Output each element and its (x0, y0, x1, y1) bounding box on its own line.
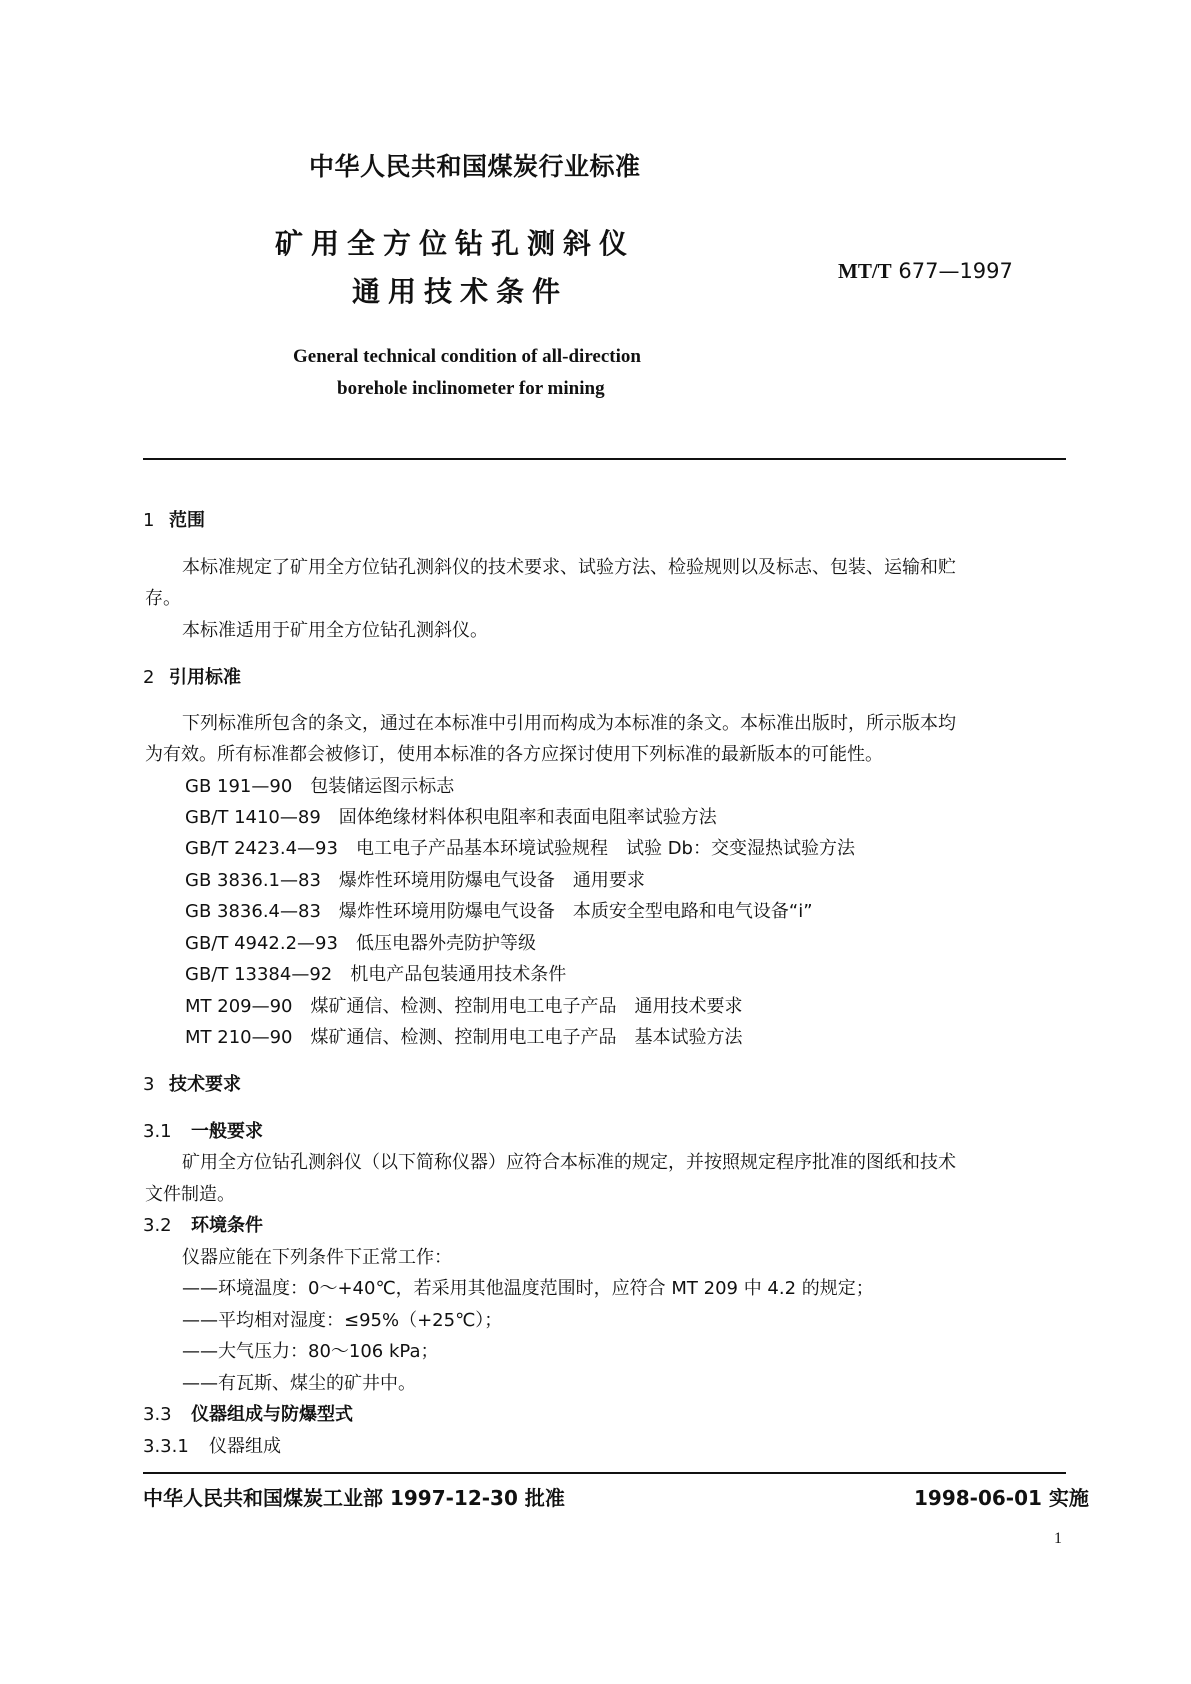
section-1-paragraph-1-line-2: 存。 (145, 588, 181, 609)
approval-statement: 中华人民共和国煤炭工业部 1997-12-30 批准 (143, 1486, 565, 1510)
reference-code: GB/T 4942.2—93 (185, 933, 338, 954)
reference-code: GB 3836.1—83 (185, 870, 321, 891)
section-2-paragraph-line-2: 为有效。所有标准都会被修订，使用本标准的各方应探讨使用下列标准的最新版本的可能性。 (145, 744, 883, 765)
section-2-title: 引用标准 (169, 667, 241, 688)
section-3-title: 技术要求 (169, 1074, 241, 1095)
reference-item (185, 992, 743, 1018)
section-2-number: 2 (143, 667, 155, 688)
section-3-3-1-heading (143, 1432, 281, 1458)
reference-code: GB 3836.4—83 (185, 901, 321, 922)
page-number: 1 (1054, 1530, 1062, 1547)
section-1-paragraph-1-line-1: 本标准规定了矿用全方位钻孔测斜仪的技术要求、试验方法、检验规则以及标志、包装、运输和贮 (182, 557, 956, 578)
section-3-heading (143, 1070, 241, 1096)
reference-item (185, 929, 536, 955)
section-1-number: 1 (143, 510, 155, 531)
reference-title: 煤矿通信、检测、控制用电工电子产品 通用技术要求 (310, 996, 743, 1017)
english-title-line2: borehole inclinometer for mining (337, 378, 605, 399)
reference-item (185, 772, 454, 798)
reference-item (185, 834, 855, 860)
reference-code: GB/T 2423.4—93 (185, 838, 338, 859)
section-3-2-title: 环境条件 (191, 1215, 263, 1236)
condition-item: ——环境温度：0～+40℃，若采用其他温度范围时，应符合 MT 209 中 4.2 的规定； (182, 1278, 874, 1299)
reference-title: 爆炸性环境用防爆电气设备 通用要求 (338, 870, 645, 891)
section-3-3-title: 仪器组成与防爆型式 (191, 1404, 353, 1425)
condition-item: ——有瓦斯、煤尘的矿井中。 (182, 1373, 416, 1394)
reference-title: 低压电器外壳防护等级 (355, 933, 536, 954)
document-title-line2: 通用技术条件 (352, 275, 569, 308)
reference-title: 爆炸性环境用防爆电气设备 本质安全型电路和电气设备“i” (338, 901, 813, 922)
section-2-paragraph-line-1: 下列标准所包含的条文，通过在本标准中引用而构成为本标准的条文。本标准出版时，所示版本均 (182, 713, 956, 734)
reference-item (185, 803, 717, 829)
document-code (838, 259, 1013, 284)
section-3-3-1-title: 仪器组成 (209, 1436, 281, 1457)
section-3-3-number: 3.3 (143, 1404, 172, 1425)
document-title-line1: 矿用全方位钻孔测斜仪 (275, 227, 636, 260)
section-1-paragraph-2: 本标准适用于矿用全方位钻孔测斜仪。 (182, 620, 488, 641)
section-3-2-intro: 仪器应能在下列条件下正常工作： (182, 1247, 452, 1268)
section-3-1-line-2: 文件制造。 (145, 1184, 235, 1205)
reference-item (185, 960, 566, 986)
reference-item (185, 1023, 743, 1049)
condition-item: ——平均相对湿度：≤95%（+25℃）； (182, 1310, 503, 1331)
reference-code: MT 209—90 (185, 996, 293, 1017)
reference-item (185, 897, 813, 923)
section-3-1-title: 一般要求 (191, 1121, 263, 1142)
section-3-2-heading (143, 1211, 263, 1237)
reference-title: 电工电子产品基本环境试验规程 试验 Db：交变湿热试验方法 (355, 838, 855, 859)
section-3-2-number: 3.2 (143, 1215, 172, 1236)
section-3-3-1-number: 3.3.1 (143, 1436, 189, 1457)
reference-title: 机电产品包装通用技术条件 (350, 964, 567, 985)
reference-title: 固体绝缘材料体积电阻率和表面电阻率试验方法 (338, 807, 717, 828)
reference-code: GB/T 13384—92 (185, 964, 333, 985)
reference-title: 煤矿通信、检测、控制用电工电子产品 基本试验方法 (310, 1027, 743, 1048)
document-code-number: 677—1997 (898, 259, 1013, 283)
reference-code: GB 191—90 (185, 776, 293, 797)
section-3-number: 3 (143, 1074, 155, 1095)
section-2-heading (143, 663, 241, 689)
footer-divider (143, 1472, 1066, 1474)
document-code-prefix: MT/T (838, 259, 892, 283)
section-3-1-heading (143, 1117, 263, 1143)
header-divider (143, 458, 1066, 460)
section-1-title: 范围 (169, 510, 205, 531)
reference-code: MT 210—90 (185, 1027, 293, 1048)
english-title-line1: General technical condition of all-direction (293, 346, 641, 367)
reference-item (185, 866, 645, 892)
section-3-1-number: 3.1 (143, 1121, 172, 1142)
reference-title: 包装储运图示标志 (310, 776, 455, 797)
condition-item: ——大气压力：80～106 kPa； (182, 1341, 439, 1362)
section-1-heading (143, 506, 205, 532)
reference-code: GB/T 1410—89 (185, 807, 321, 828)
implementation-date: 1998-06-01 实施 (914, 1486, 1089, 1510)
section-3-1-line-1: 矿用全方位钻孔测斜仪（以下简称仪器）应符合本标准的规定，并按照规定程序批准的图纸和技术 (182, 1152, 956, 1173)
section-3-3-heading (143, 1400, 353, 1426)
standard-category-title: 中华人民共和国煤炭行业标准 (309, 152, 641, 181)
